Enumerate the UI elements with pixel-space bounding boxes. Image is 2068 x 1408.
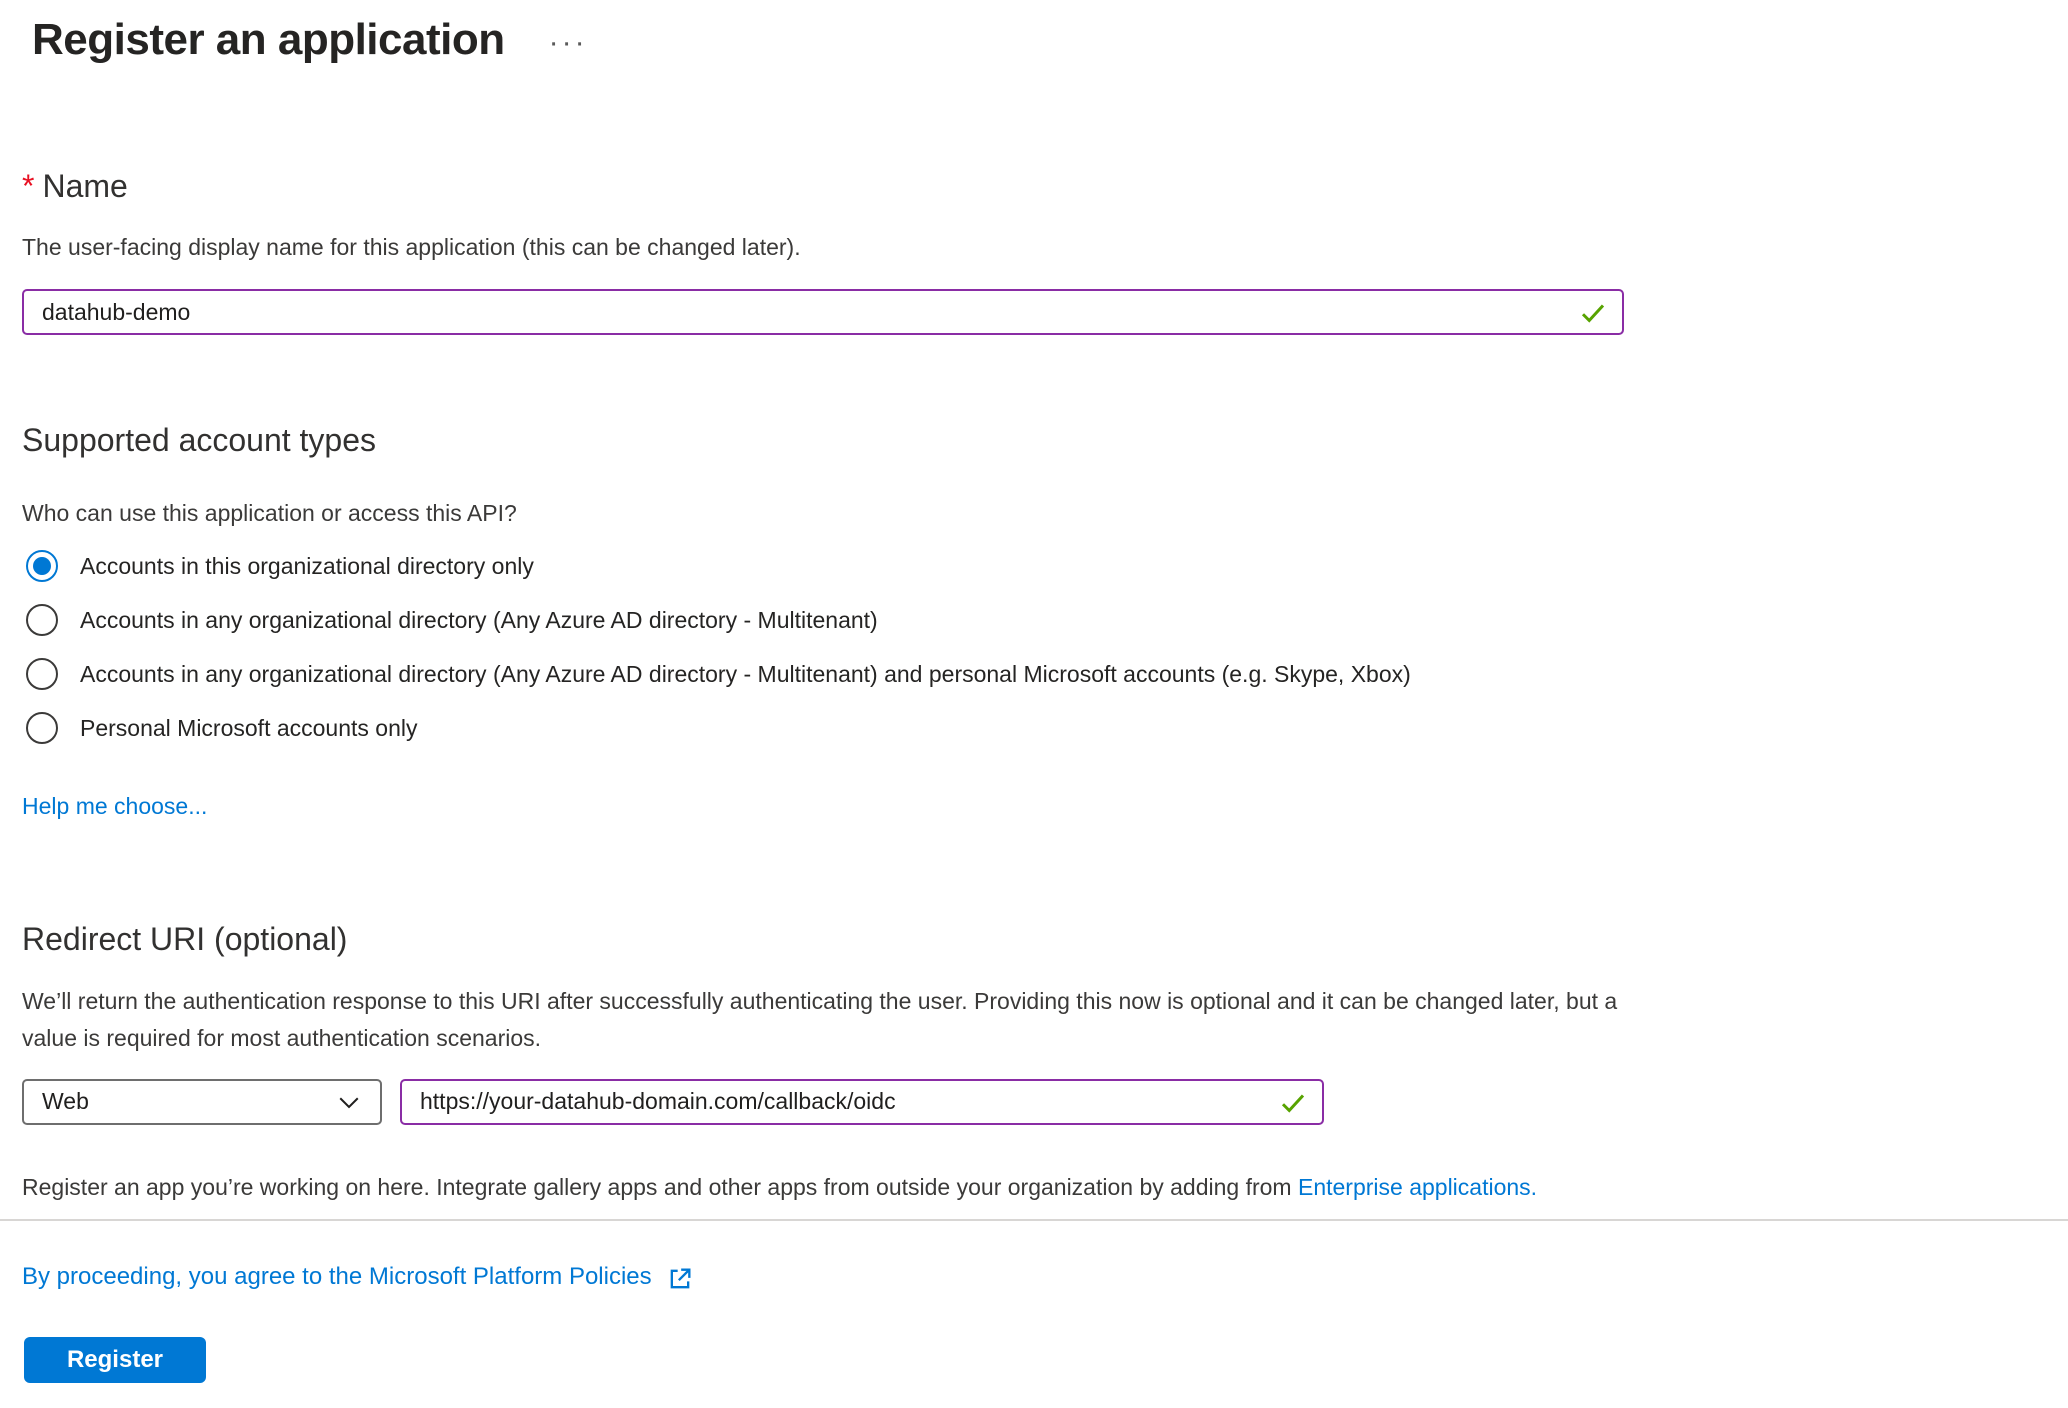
radio-label[interactable]: Accounts in any organizational directory (Any Azure AD directory - Multitenant) and personal Microsoft accounts (e.g. Skype, Xbox): [80, 660, 1411, 687]
required-asterisk: *: [22, 167, 35, 204]
name-input-wrap: [22, 289, 1624, 335]
platform-select-value: Web: [42, 1088, 89, 1115]
uri-input-wrap: [400, 1079, 1324, 1125]
enterprise-apps-note: [22, 1173, 2044, 1203]
help-me-choose-link[interactable]: Help me choose...: [22, 793, 208, 820]
radio-label[interactable]: Accounts in any organizational directory (Any Azure AD directory - Multitenant): [80, 606, 878, 633]
redirect-uri-heading: Redirect URI (optional): [22, 921, 348, 958]
radio-button[interactable]: [26, 712, 58, 744]
platform-select[interactable]: [22, 1079, 382, 1125]
redirect-uri-description: We’ll return the authentication response to this URI after successfully authenticating the user. Providing this now is optional and it can be changed later, but a value is required for most authentication scenarios.: [22, 987, 1618, 1051]
name-label-text: Name: [42, 167, 128, 204]
radio-label[interactable]: Accounts in this organizational directory only: [80, 552, 534, 579]
platform-policies-link[interactable]: [22, 1261, 694, 1293]
more-options-icon[interactable]: ···: [548, 26, 588, 60]
register-button[interactable]: Register: [24, 1337, 206, 1383]
name-label: [22, 167, 2044, 205]
radio-button[interactable]: [26, 658, 58, 690]
page-title: Register an application: [32, 15, 505, 64]
redirect-uri-input[interactable]: [400, 1079, 1324, 1125]
external-link-icon: [666, 1265, 694, 1293]
supported-account-types-heading: Supported account types: [22, 422, 377, 459]
enterprise-applications-link[interactable]: Enterprise applications.: [1297, 1173, 1538, 1200]
radio-button[interactable]: [26, 604, 58, 636]
platform-policies-link-text: By proceeding, you agree to the Microsoft Platform Policies: [22, 1262, 652, 1290]
radio-button[interactable]: [26, 550, 58, 582]
note-text: Register an app you’re working on here. Integrate gallery apps and other apps from outside your organization by adding from: [22, 1173, 1298, 1200]
chevron-down-icon: [334, 1087, 364, 1117]
name-description: The user-facing display name for this application (this can be changed later).: [22, 234, 801, 261]
radio-option-any-directory-personal[interactable]: [22, 657, 2044, 691]
account-types-radio-group: [22, 549, 2044, 745]
redirect-uri-row: [22, 1079, 2044, 1125]
account-types-question: Who can use this application or access this API?: [22, 500, 517, 527]
radio-label[interactable]: Personal Microsoft accounts only: [80, 714, 418, 741]
radio-option-personal-only[interactable]: [22, 711, 2044, 745]
page-header: [32, 14, 2044, 67]
radio-option-any-directory[interactable]: [22, 603, 2044, 637]
name-input[interactable]: [22, 289, 1624, 335]
radio-option-this-directory[interactable]: [22, 549, 2044, 583]
